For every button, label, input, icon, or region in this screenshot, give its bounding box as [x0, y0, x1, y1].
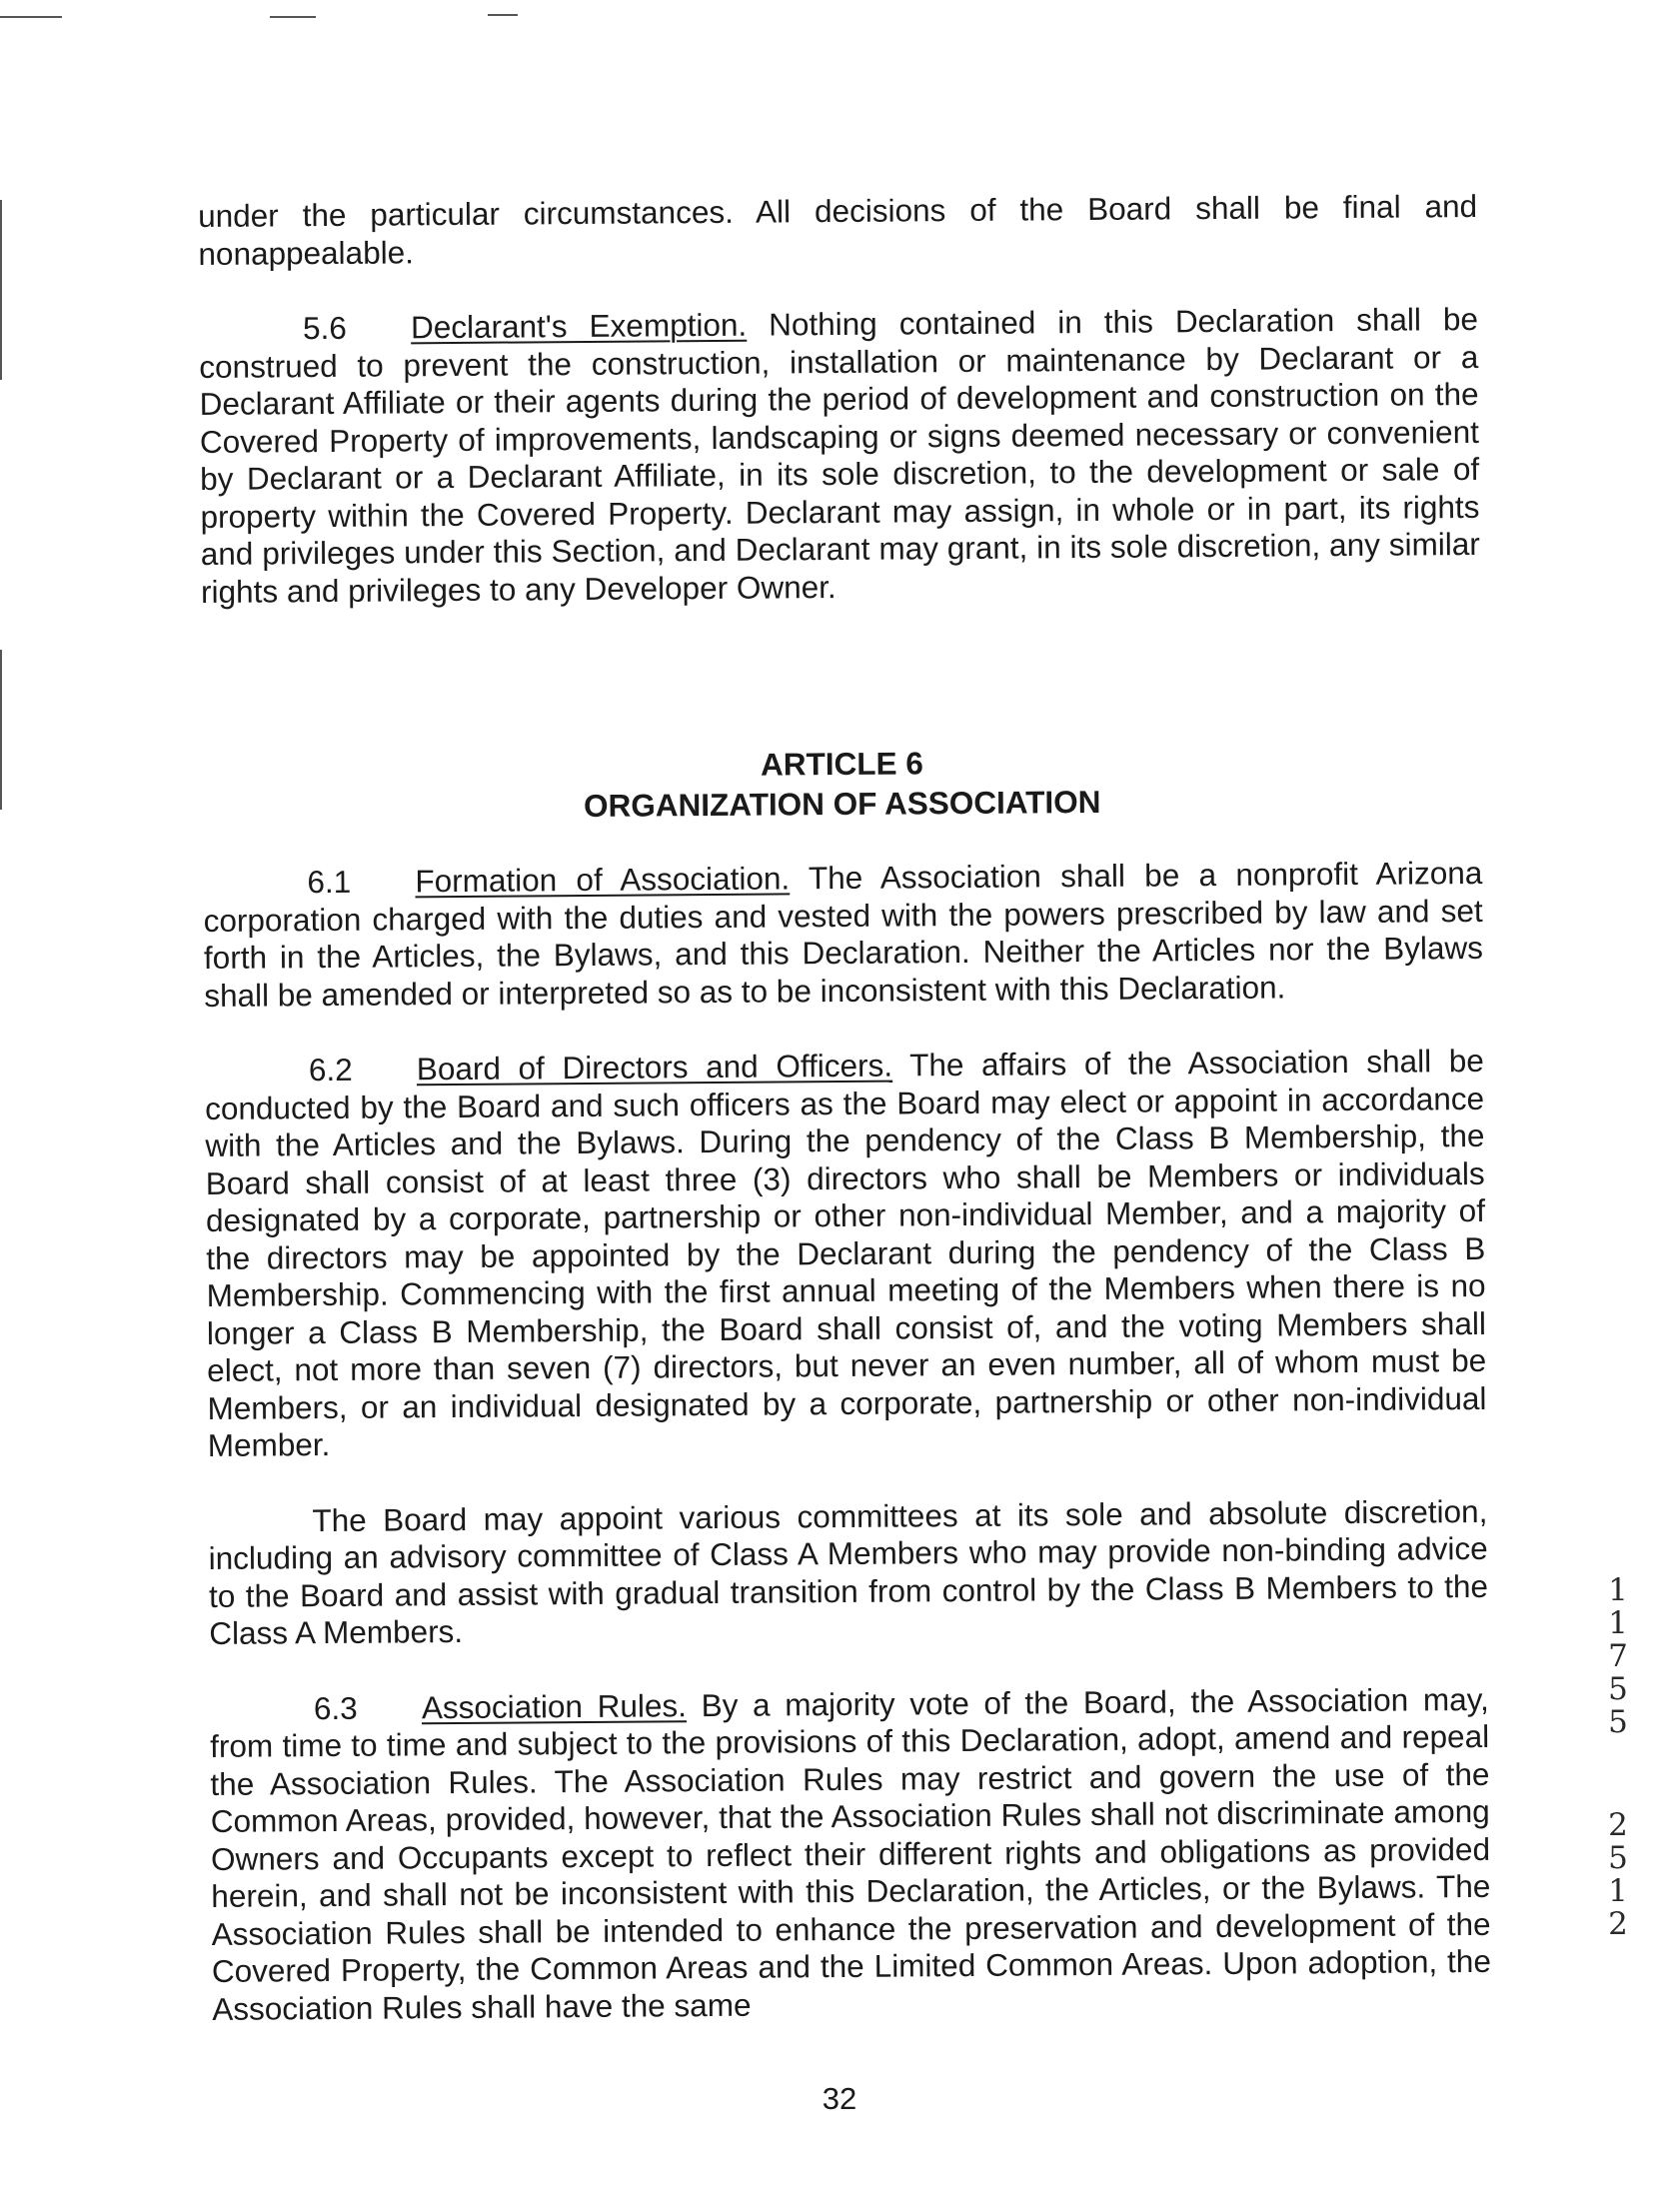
recording-stamp: [1601, 1574, 1635, 1941]
scan-artifact-left-edge: [0, 200, 2, 380]
section-number: 6.2: [308, 1051, 353, 1089]
scan-artifact-top-dash: [270, 16, 316, 18]
section-5-6: [199, 301, 1480, 611]
section-title: Declarant's Exemption.: [410, 306, 748, 346]
article-label: ARTICLE 6: [760, 745, 923, 783]
section-6-2: [205, 1043, 1487, 1465]
committees-paragraph: The Board may appoint various committees at its sole and absolute discretion, including an advisory committee of Class A Members who may provide non-binding advice to the Board and assist with gradual transition from control by the Class B Members to the Class A Members.: [208, 1492, 1489, 1651]
section-6-3: [210, 1680, 1492, 2028]
article-heading: [202, 739, 1482, 829]
page-number: 32: [822, 2081, 857, 2116]
section-body: The affairs of the Association shall be conducted by the Board and such officers as the Board may elect or appoint in accordance with the Articles and the Bylaws. During the pendency of the Class B Membership, the Board shall consist of at least three (3) directors who shall be Members or individuals designated by a corporate, partnership or other non-individual Member, and a majority of the directors may be appointed by the Declarant during the pendency of the Class B Membership. Commencing with the first annual meeting of the Members when there is no longer a Class B Membership, the Board shall consist of, and the voting Members shall elect, not more than seven (7) directors, but never an even number, all of whom must be Members, or an individual designated by a corporate, partnership or other non-individual Member.: [205, 1042, 1487, 1463]
section-number: 6.1: [307, 863, 352, 901]
section-body: By a majority vote of the Board, the Association may, from time to time and subject to the provisions of this Declaration, adopt, amend and repeal the Association Rules. The Association Rules may restrict and govern the use of the Common Areas, provided, however, that the Association Rules shall not discriminate among Owners and Occupants except to reflect their different rights and obligations as provided herein, and shall not be inconsistent with this Declaration, the Articles, or the Bylaws. The Association Rules shall be intended to enhance the preservation and development of the Covered Property, the Common Areas and the Limited Common Areas. Upon adoption, the Association Rules shall have the same: [210, 1680, 1492, 2027]
scan-artifact-top-line: [0, 16, 62, 18]
section-title: Board of Directors and Officers.: [416, 1047, 893, 1088]
section-6-1: [203, 855, 1483, 1015]
section-title: Formation of Association.: [415, 860, 791, 900]
article-title: ORGANIZATION OF ASSOCIATION: [583, 783, 1101, 824]
section-number: 5.6: [302, 309, 347, 347]
stamp-gap: [1601, 1739, 1635, 1809]
section-title: Association Rules.: [421, 1686, 688, 1725]
scan-artifact-top-dash: [488, 14, 518, 16]
section-number: 6.3: [313, 1689, 358, 1726]
document-body: [198, 188, 1491, 2028]
section-body: Nothing contained in this Declaration shall be construed to prevent the construction, installation or maintenance by Declarant or a Declarant Affiliate or their agents during the period of development and construction on the Covered Property of improvements, landscaping or signs deemed necessary or convenient by Declarant or a Declarant Affiliate, in its sole discretion, to the development or sale of property within the Covered Property. Declarant may assign, in whole or in part, its rights and privileges under this Section, and Declarant may grant, in its sole discretion, any similar rights and privileges to any Developer Owner.: [199, 300, 1480, 610]
recording-number-part-2: 2512: [1608, 1807, 1628, 1942]
section-body: The Association shall be a nonprofit Arizona corporation charged with the duties and vested with the powers prescribed by law and set forth in the Articles, the Bylaws, and this Declaration. Neither the Articles nor the Bylaws shall be amended or interpreted so as to be inconsistent with this Declaration.: [203, 854, 1484, 1014]
recording-number-part-1: 11755: [1608, 1572, 1628, 1740]
scan-artifact-left-edge: [0, 650, 2, 810]
continuation-paragraph: under the particular circumstances. All decisions of the Board shall be final and nonappealable.: [198, 187, 1478, 272]
